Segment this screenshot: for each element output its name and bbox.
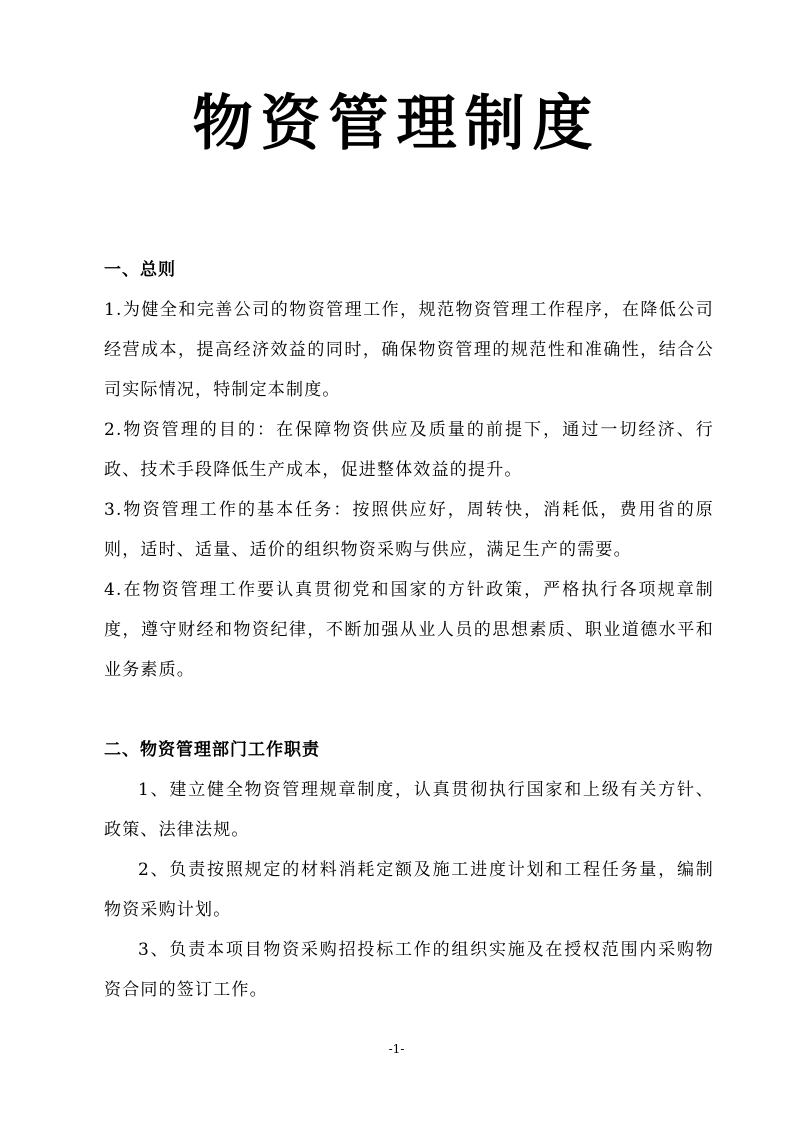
paragraph: 3.物资管理工作的基本任务：按照供应好，周转快，消耗低，费用省的原则，适时、适量、适价的组织物资采购与供应，满足生产的需要。: [104, 500, 714, 560]
paragraph: 2.物资管理的目的：在保障物资供应及质量的前提下，通过一切经济、行政、技术手段降低生产成本，促进整体效益的提升。: [104, 420, 714, 480]
section-spacer: [104, 690, 714, 730]
section-general: [104, 250, 714, 690]
section-heading: 一、总则: [104, 260, 176, 280]
page-number: -1-: [388, 1042, 405, 1056]
document-body: [104, 250, 714, 1010]
paragraph: 1.为健全和完善公司的物资管理工作，规范物资管理工作程序，在降低公司经营成本，提高经济效益的同时，确保物资管理的规范性和准确性，结合公司实际情况，特制定本制度。: [104, 300, 714, 400]
section-department-duties: [104, 730, 714, 1010]
document-title: 物资管理制度: [192, 89, 601, 159]
section-heading: 二、物资管理部门工作职责: [104, 740, 320, 760]
paragraph: 3、负责本项目物资采购招投标工作的组织实施及在授权范围内采购物资合同的签订工作。: [104, 940, 714, 1000]
paragraph: 4.在物资管理工作要认真贯彻党和国家的方针政策，严格执行各项规章制度，遵守财经和物资纪律，不断加强从业人员的思想素质、职业道德水平和业务素质。: [104, 580, 714, 680]
paragraph: 2、负责按照规定的材料消耗定额及施工进度计划和工程任务量，编制物资采购计划。: [104, 860, 714, 920]
paragraph: 1、建立健全物资管理规章制度，认真贯彻执行国家和上级有关方针、政策、法律法规。: [104, 780, 714, 840]
